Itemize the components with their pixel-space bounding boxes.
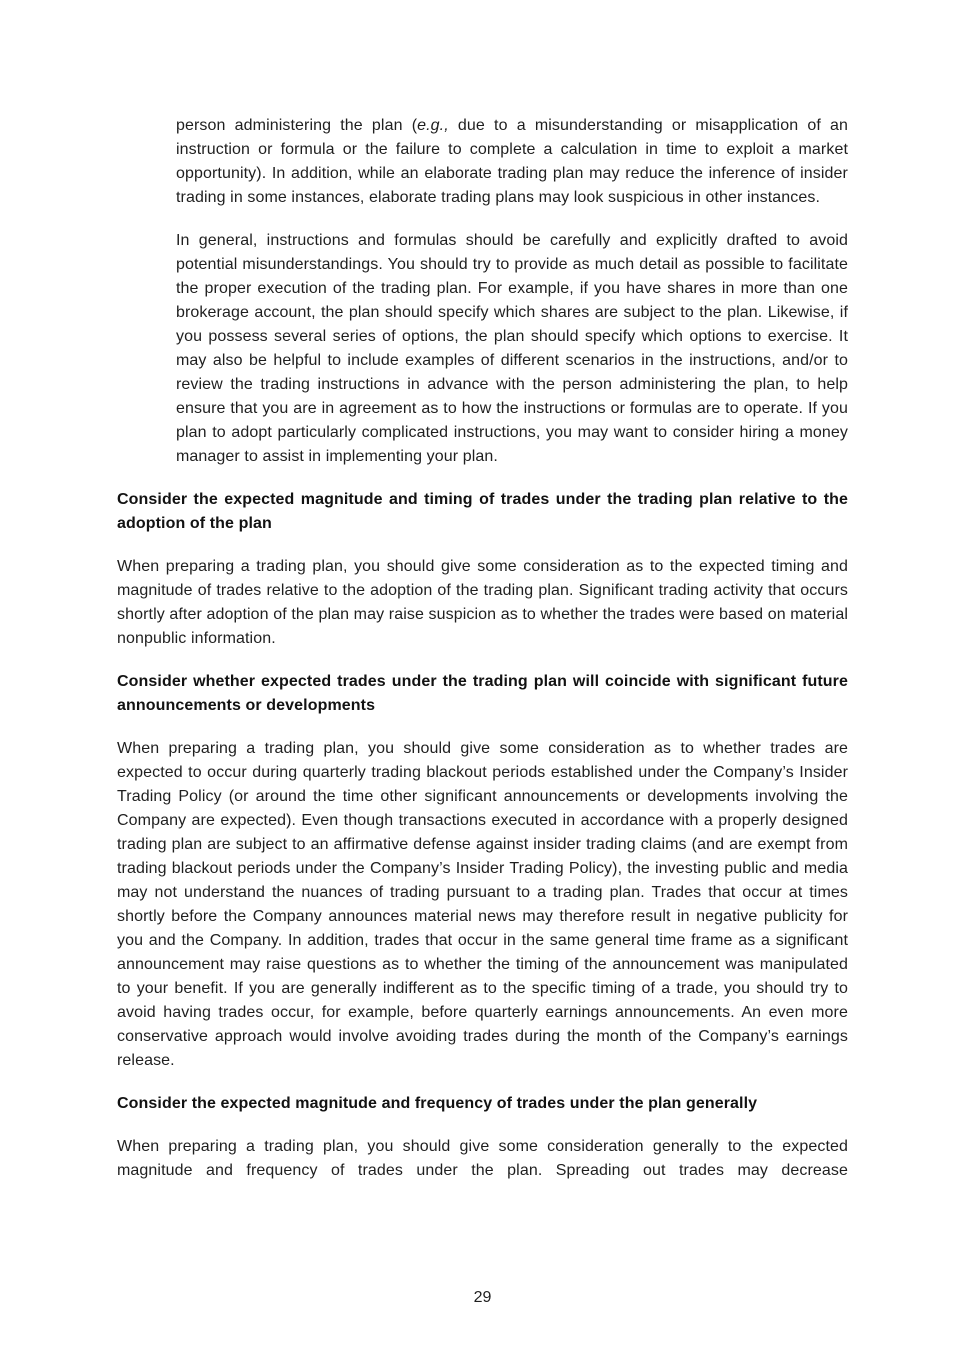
paragraph: In general, instructions and formulas should be carefully and explicitly drafted to avoid potential misunderstandings. You should try to provide as much detail as possible to facilitate the proper execution of the trading plan. For example, if you have shares in more than one brokerage account, the plan should specify which shares are subject to the plan. Likewise, if you possess several series of options, the plan should specify which options to exercise. It may also be helpful to include examples of different scenarios in the instructions, and/or to review the trading instructions in advance with the person administering the plan, to help ensure that you are in agreement as to how the instructions or formulas are to operate. If you plan to adopt particularly complicated instructions, you may want to consider hiring a money manager to assist in implementing your plan. — [176, 232, 848, 465]
document-content — [117, 114, 848, 1202]
italic-text: e.g., — [417, 117, 449, 134]
section-heading: Consider the expected magnitude and frequency of trades under the plan generally — [117, 1095, 758, 1112]
section-heading: Consider the expected magnitude and timing of trades under the trading plan relative to the adoption of the plan — [117, 491, 848, 532]
paragraph: When preparing a trading plan, you should give some consideration generally to the expected magnitude and frequency of trades under the plan. Spreading out trades may decrease — [117, 1138, 848, 1179]
paragraph: person administering the plan (e.g., due to a misunderstanding or misapplication of an instruction or formula or the failure to complete a calculation in time to exploit a market opportunity). In addition, while an elaborate trading plan may reduce the inference of insider trading in some instances, elaborate trading plans may look suspicious in other instances. — [176, 117, 848, 206]
paragraph: When preparing a trading plan, you should give some consideration as to the expected timing and magnitude of trades relative to the adoption of the trading plan. Significant trading activity that occurs shortly after adoption of the plan may raise suspicion as to whether the trades were based on material nonpublic information. — [117, 558, 848, 647]
paragraph: When preparing a trading plan, you should give some consideration as to whether trades are expected to occur during quarterly trading blackout periods established under the Company’s Insider Trading Policy (or around the time other significant announcements or developments involving the Company are expected). Even though transactions executed in accordance with a properly designed trading plan are subject to an affirmative defense against insider trading claims (and are exempt from trading blackout periods under the Company’s Insider Trading Policy), the investing public and media may not understand the nuances of trading pursuant to a trading plan. Trades that occur at times shortly before the Company announces material news may therefore result in negative publicity for you and the Company. In addition, trades that occur in the same general time frame as a significant announcement may raise questions as to whether the timing of the announcement was manipulated to your benefit. If you are generally indifferent as to the specific timing of a trade, you should try to avoid having trades occur, for example, before quarterly earnings announcements. An even more conservative approach would involve avoiding trades during the month of the Company’s earnings release. — [117, 740, 848, 1069]
page-number: 29 — [473, 1289, 492, 1306]
section-heading: Consider whether expected trades under the trading plan will coincide with significant future announcements or developments — [117, 673, 848, 714]
